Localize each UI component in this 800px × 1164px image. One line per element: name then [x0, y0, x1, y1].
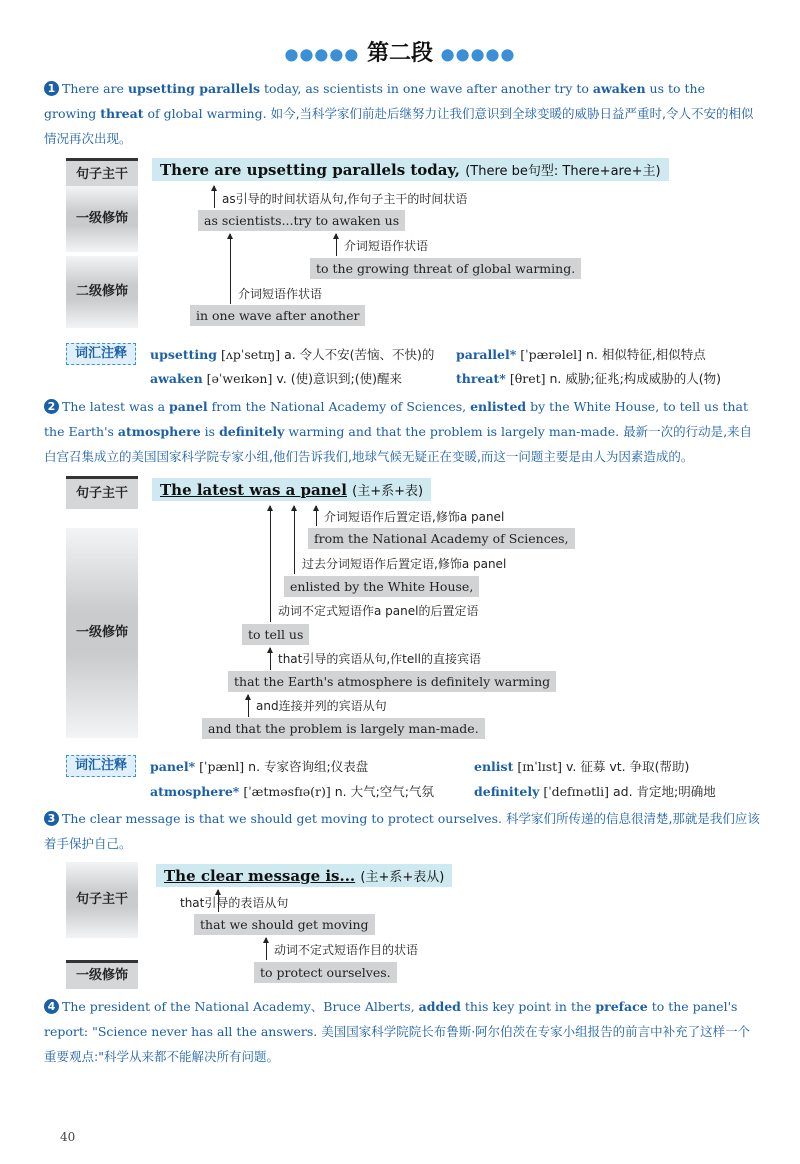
keyword: enlisted [470, 399, 527, 414]
arrow [214, 186, 215, 208]
keyword: definitely [219, 424, 285, 439]
keyword: upsetting parallels [127, 81, 260, 96]
arrow [336, 234, 337, 256]
note: 介词短语作状语 [238, 287, 323, 301]
section-title [0, 36, 800, 67]
keyword: preface [595, 999, 648, 1014]
vocab-label: 词汇注释 [66, 343, 136, 365]
modifier-box: that we should get moving [194, 914, 375, 935]
modifier-box: from the National Academy of Sciences, [308, 528, 575, 549]
main-clause: There are upsetting parallels today, (There be句型: There+are+主) [152, 158, 669, 181]
vocab-item: threat* [θret] n. 威胁;征兆;构成威胁的人(物) [456, 371, 722, 386]
paragraph-number: 2 [44, 399, 59, 414]
note: that引导的表语从句 [180, 896, 289, 910]
note: 动词不定式短语作a panel的后置定语 [278, 604, 479, 618]
translation: 最新一次的行动是,来自白宫召集成立的美国国家科学院专家小组,他们告诉我们,地球气候无疑正在变暖,而这一问题主要是由人为因素造成的。 [44, 424, 753, 464]
vocab-item: awaken [əˈweɪkən] v. (使)意识到;(使)醒来 [150, 371, 402, 386]
note: 介词短语作后置定语,修饰a panel [324, 510, 505, 524]
modifier-box: to tell us [242, 624, 309, 645]
note: as引导的时间状语从句,作句子主干的时间状语 [222, 192, 468, 206]
paragraph-number: 4 [44, 999, 59, 1014]
arrow [294, 506, 295, 574]
paragraph-3: 3 The clear message is that we should get moving to protect ourselves. 科学家们所传递的信息很清楚,那就是我们应该着手保护自己。 [44, 811, 760, 851]
keyword: panel [169, 399, 208, 414]
arrow [230, 234, 231, 304]
page-number: 40 [60, 1130, 76, 1144]
label-main: 句子主干 [66, 476, 138, 509]
modifier-box: in one wave after another [190, 305, 365, 326]
title-dots-left: ●●●●● [284, 44, 360, 64]
paragraph-number: 3 [44, 811, 59, 826]
vocab-item: parallel* [ˈpærəlel] n. 相似特征,相似特点 [456, 347, 706, 362]
modifier-box: as scientists...try to awaken us [198, 210, 405, 231]
main-clause: The clear message is... (主+系+表从) [156, 864, 452, 887]
title-dots-right: ●●●●● [440, 44, 516, 64]
modifier-box: enlisted by the White House, [284, 576, 479, 597]
label-level2: 二级修饰 [66, 256, 138, 328]
label-level1: 一级修饰 [66, 960, 138, 989]
arrow [248, 695, 249, 717]
paragraph-4: 4 The president of the National Academy、Bruce Alberts, added this key point in the preface to the panel's report: "Science never has all the answers. 美国国家科学院院长布鲁斯·阿尔伯茨在专家小组报告的前言中补充了这样一个重要观点:"科学从来都不能解决所有问题。 [44, 999, 751, 1064]
label-main: 句子主干 [66, 862, 138, 938]
modifier-box: to the growing threat of global warming. [310, 258, 581, 279]
paragraph-1: 1 There are upsetting parallels today, as scientists in one wave after another try to awaken us to the growing threat of global warming. 如今,当科学家们前赴后继努力让我们意识到全球变暖的威胁日益严重时,令人不安的相似情况再次出现。 [44, 81, 754, 146]
note: that引导的宾语从句,作tell的直接宾语 [278, 652, 481, 666]
arrow [316, 506, 317, 526]
note: 过去分词短语作后置定语,修饰a panel [302, 557, 507, 571]
vocab-item: upsetting [ʌpˈsetɪŋ] a. 令人不安(苦恼、不快)的 [150, 347, 435, 362]
note: 动词不定式短语作目的状语 [274, 943, 419, 957]
modifier-box: and that the problem is largely man-made. [202, 718, 485, 739]
vocab-item: definitely [ˈdefɪnətli] ad. 肯定地;明确地 [474, 784, 716, 799]
label-main: 句子主干 [66, 158, 138, 189]
label-level1: 一级修饰 [66, 528, 138, 738]
keyword: awaken [592, 81, 646, 96]
translation: 如今,当科学家们前赴后继努力让我们意识到全球变暖的威胁日益严重时,令人不安的相似情况再次出现。 [44, 106, 754, 146]
label-level1: 一级修饰 [66, 186, 138, 252]
title-text: 第二段 [366, 41, 433, 66]
note: 介词短语作状语 [344, 239, 429, 253]
keyword: added [418, 999, 461, 1014]
vocab-item: panel* [ˈpænl] n. 专家咨询组;仪表盘 [150, 759, 369, 774]
modifier-box: that the Earth's atmosphere is definitely warming [228, 671, 556, 692]
arrow [270, 506, 271, 622]
keyword: atmosphere [117, 424, 201, 439]
arrow [266, 938, 267, 960]
modifier-box: to protect ourselves. [254, 962, 397, 983]
keyword: threat [100, 106, 144, 121]
translation: 美国国家科学院院长布鲁斯·阿尔伯茨在专家小组报告的前言中补充了这样一个重要观点:"科学从来都不能解决所有问题。 [44, 1024, 751, 1064]
vocab-item: enlist [ɪnˈlɪst] v. 征募 vt. 争取(帮助) [474, 759, 690, 774]
paragraph-number: 1 [44, 81, 59, 96]
vocab-item: atmosphere* [ˈætməsfɪə(r)] n. 大气;空气;气氛 [150, 784, 434, 799]
main-clause: The latest was a panel (主+系+表) [152, 478, 431, 501]
note: and连接并列的宾语从句 [256, 699, 387, 713]
paragraph-2: 2 The latest was a panel from the National Academy of Sciences, enlisted by the White House, to tell us that the Earth's atmosphere is definitely warming and that the problem is largely man-made. 最新一次的行动是,来自白宫召集成立的美国国家科学院专家小组,他们告诉我们,地球气候无疑正在变暖,而这一问题主要是由人为因素造成的。 [44, 399, 753, 464]
arrow [270, 648, 271, 670]
vocab-label: 词汇注释 [66, 755, 136, 777]
translation: 科学家们所传递的信息很清楚,那就是我们应该着手保护自己。 [44, 811, 760, 851]
